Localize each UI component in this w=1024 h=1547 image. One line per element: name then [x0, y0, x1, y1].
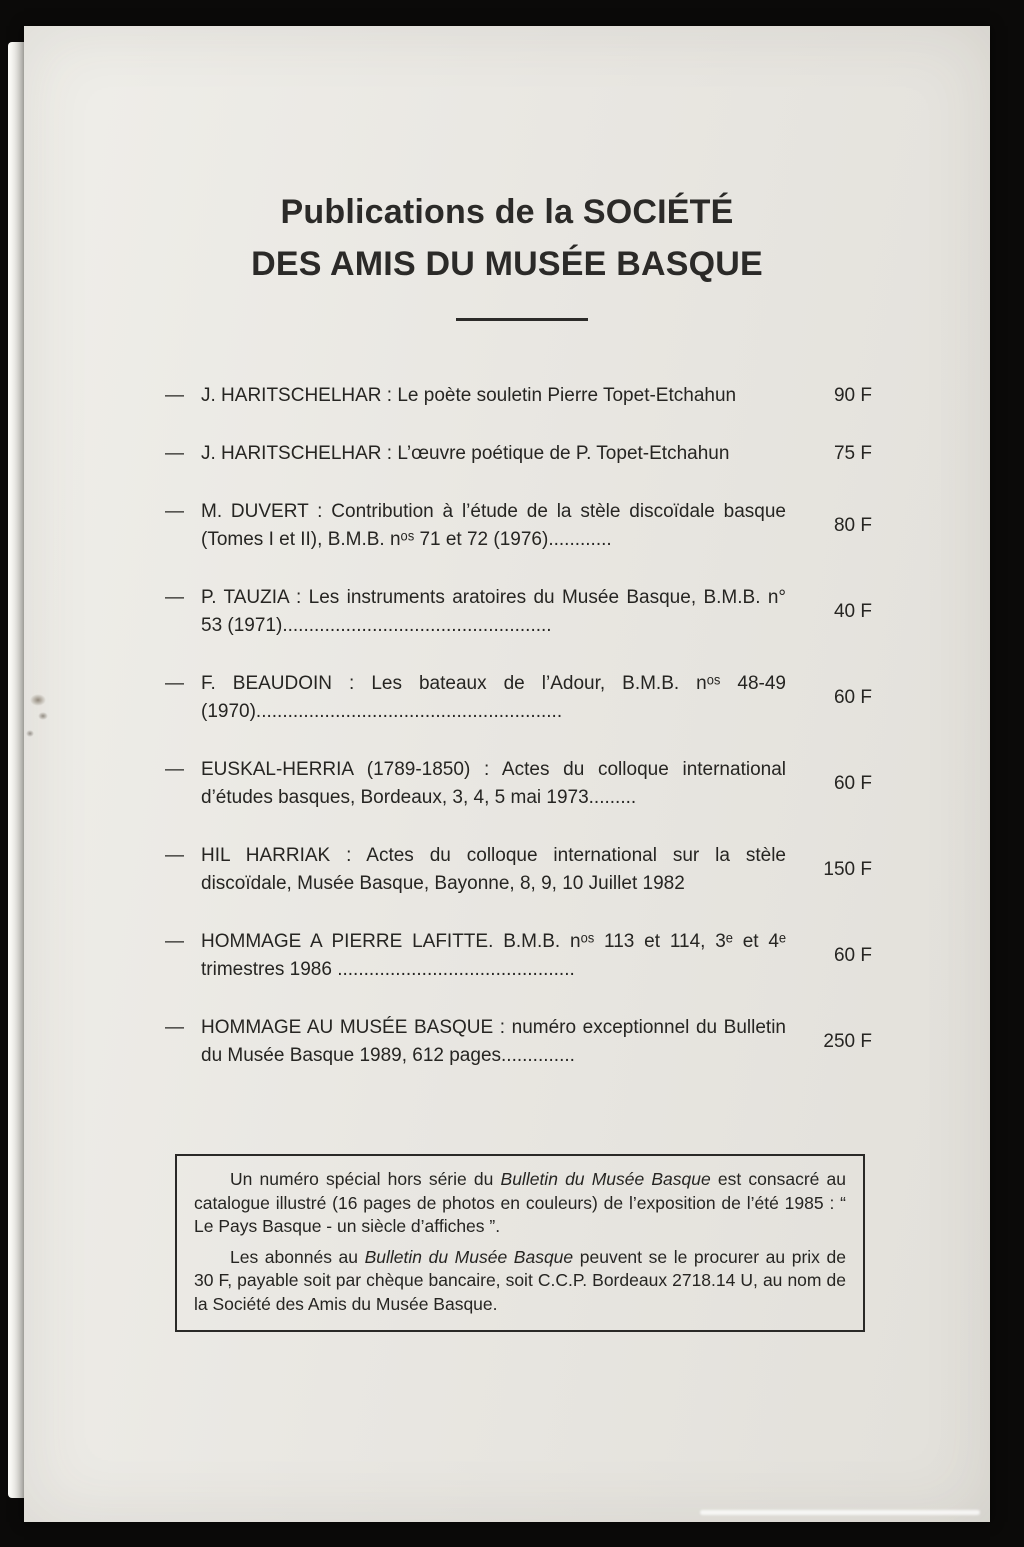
page-bottom-glint	[700, 1510, 980, 1515]
list-item	[165, 756, 872, 812]
item-price: 75 F	[833, 443, 872, 464]
publication-list	[165, 382, 872, 1100]
item-dash: —	[165, 501, 184, 522]
item-text: F. BEAUDOIN : Les bateaux de l’Adour, B.M.B. nᵒˢ 48-49 (1970)..........................................................	[201, 673, 786, 722]
list-item	[165, 440, 872, 468]
item-text: J. HARITSCHELHAR : Le poète souletin Pierre Topet-Etchahun	[201, 385, 737, 406]
list-item	[165, 382, 872, 410]
title-divider	[456, 318, 588, 321]
page-title	[24, 186, 990, 321]
item-price: 60 F	[833, 773, 872, 794]
item-text: P. TAUZIA : Les instruments aratoires du Musée Basque, B.M.B. n° 53 (1971)...................................................	[201, 587, 786, 636]
list-item	[165, 1014, 872, 1070]
item-dash: —	[165, 587, 184, 608]
page-stain	[26, 730, 34, 737]
box-p2-pre: Les abonnés au	[230, 1246, 365, 1267]
item-text: EUSKAL-HERRIA (1789-1850) : Actes du colloque international d’études basques, Bordeaux, 3, 4, 5 mai 1973.........	[201, 759, 786, 808]
box-p1-post: est consacré au catalogue illustré (16 pages de photos en couleurs) de l’exposition de l’été 1985 : “ Le Pays Basque - un siècle d’affiches ”.	[194, 1169, 847, 1236]
item-dash: —	[165, 845, 184, 866]
item-dash: —	[165, 931, 184, 952]
scanned-page	[24, 26, 990, 1522]
item-price: 250 F	[823, 1031, 872, 1052]
page-stain	[38, 712, 48, 720]
list-item	[165, 670, 872, 726]
item-price: 150 F	[823, 859, 872, 880]
page-title-line-1: Publications de la SOCIÉTÉ	[280, 193, 734, 231]
item-dash: —	[165, 443, 184, 464]
item-dash: —	[165, 1017, 184, 1038]
item-text: HIL HARRIAK : Actes du colloque international sur la stèle discoïdale, Musée Basque, Bayonne, 8, 9, 10 Juillet 1982	[201, 845, 786, 894]
box-paragraph-2	[194, 1246, 846, 1317]
box-p2-italic-title: Bulletin du Musée Basque	[364, 1246, 574, 1267]
item-dash: —	[165, 385, 184, 406]
item-dash: —	[165, 673, 184, 694]
list-item	[165, 842, 872, 898]
special-issue-box	[175, 1154, 865, 1332]
box-p2-post: peuvent se le procurer au prix de 30 F, payable soit par chèque bancaire, soit C.C.P. Bordeaux 2718.14 U, au nom de la Société des Amis du Musée Basque.	[194, 1246, 846, 1314]
item-text: HOMMAGE AU MUSÉE BASQUE : numéro exceptionnel du Bulletin du Musée Basque 1989, 612 pages..............	[201, 1017, 786, 1066]
item-dash: —	[165, 759, 184, 780]
item-price: 80 F	[833, 515, 872, 536]
item-text: J. HARITSCHELHAR : L’œuvre poétique de P. Topet-Etchahun	[201, 443, 730, 464]
item-price: 40 F	[833, 601, 872, 622]
page-stain	[30, 694, 46, 706]
list-item	[165, 928, 872, 984]
box-p1-italic-title: Bulletin du Musée Basque	[500, 1169, 711, 1189]
box-p1-pre: Un numéro spécial hors série du	[230, 1169, 501, 1189]
item-text: HOMMAGE A PIERRE LAFITTE. B.M.B. nᵒˢ 113 et 114, 3ᵉ et 4ᵉ trimestres 1986 .............................................	[201, 931, 786, 980]
list-item	[165, 498, 872, 554]
item-price: 90 F	[833, 385, 872, 406]
item-price: 60 F	[833, 945, 872, 966]
page-title-line-2: DES AMIS DU MUSÉE BASQUE	[251, 245, 763, 283]
item-text: M. DUVERT : Contribution à l’étude de la stèle discoïdale basque (Tomes I et II), B.M.B. nᵒˢ 71 et 72 (1976)............	[201, 501, 786, 550]
box-paragraph-1	[194, 1168, 846, 1239]
item-price: 60 F	[833, 687, 872, 708]
list-item	[165, 584, 872, 640]
